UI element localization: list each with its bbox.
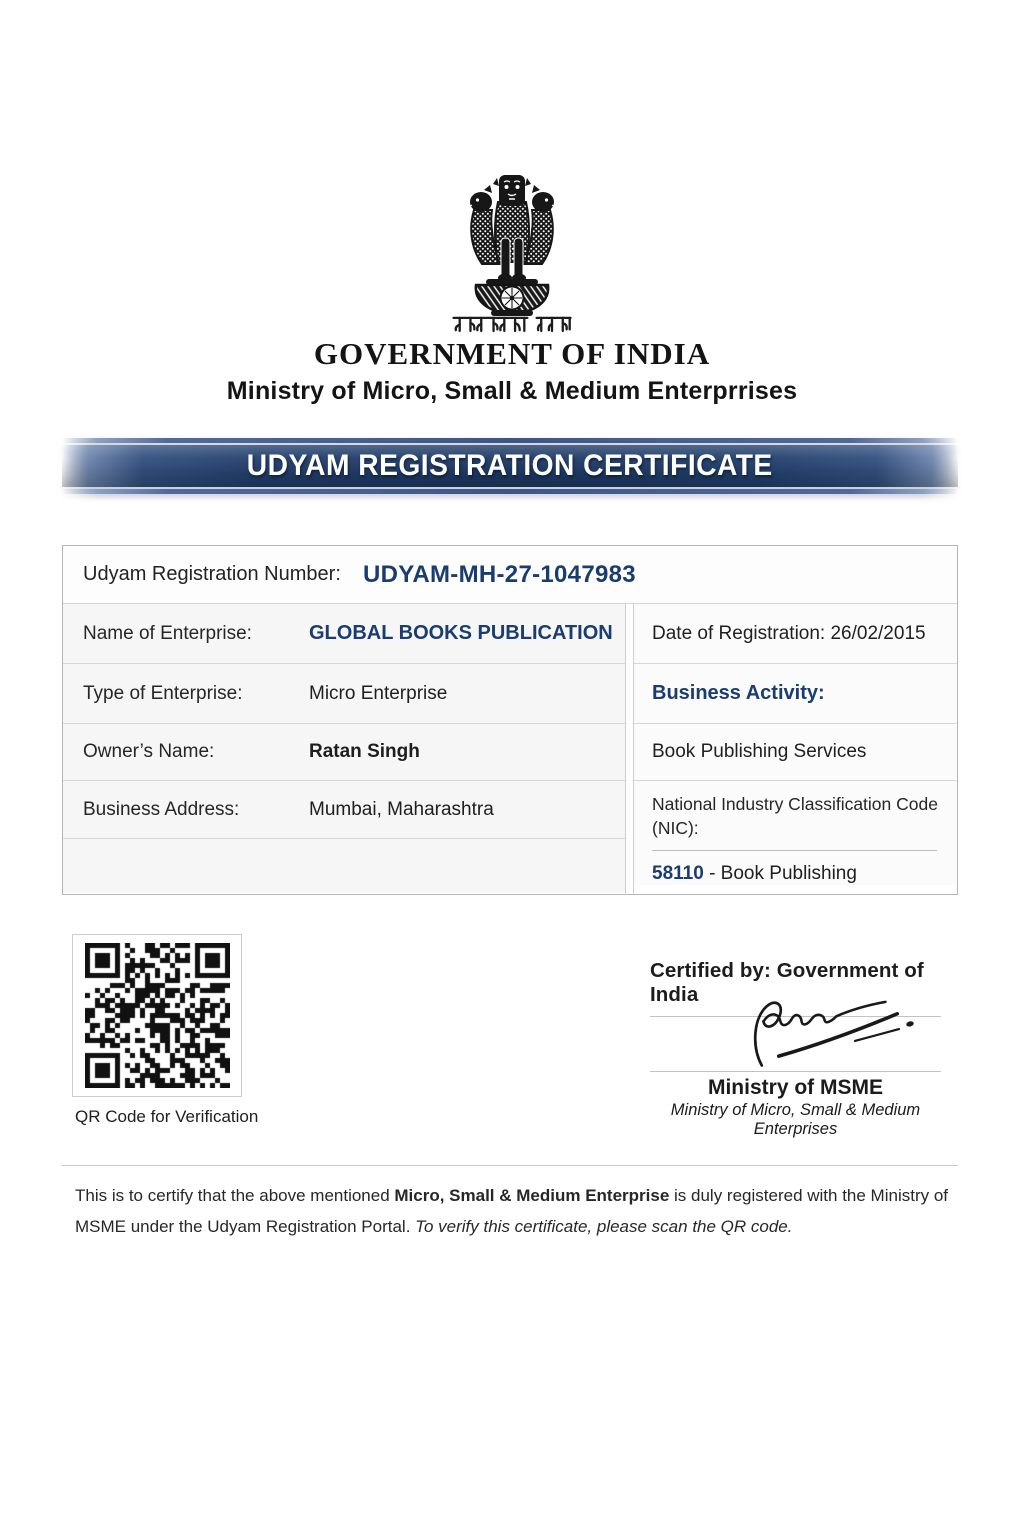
banner-main-bar xyxy=(62,445,958,487)
details-left-column xyxy=(63,604,626,895)
footer-text-part2: is duly registered with the Ministry of MSME under the Udyam Registration Portal. xyxy=(75,1186,949,1236)
state-emblem-of-india-icon xyxy=(463,170,561,316)
registration-date-value: 26/02/2015 xyxy=(830,622,926,644)
signature-container xyxy=(712,996,942,1073)
nic-code: 58110 xyxy=(652,863,704,885)
business-activity-label: Business Activity: xyxy=(652,682,825,704)
signature-baseline xyxy=(650,1071,941,1072)
urn-value: UDYAM-MH-27-1047983 xyxy=(363,560,636,588)
signatory-name: Ministry of MSME xyxy=(707,1076,883,1099)
signatory-subtitle: Ministry of Micro, Small & Medium Enterprises xyxy=(670,1101,921,1138)
row-business-address xyxy=(63,781,625,839)
ministry-subtitle: Ministry of Micro, Small & Medium Enterprrises xyxy=(226,377,798,405)
registration-date-label: Date of Registration: xyxy=(652,622,826,644)
business-address-value: Mumbai, Maharashtra xyxy=(309,798,494,820)
banner-title: UDYAM REGISTRATION CERTIFICATE xyxy=(247,449,773,482)
enterprise-name-label: Name of Enterprise: xyxy=(83,622,252,644)
qr-code-box xyxy=(72,934,242,1097)
registration-details-table xyxy=(62,545,958,895)
business-activity-value: Book Publishing Services xyxy=(652,741,867,762)
footer-text-part1: This is to certify that the above mentioned xyxy=(75,1186,395,1205)
owner-name-label: Owner’s Name: xyxy=(83,741,215,762)
urn-row xyxy=(63,546,957,604)
details-right-column xyxy=(633,604,957,895)
enterprise-type-value: Micro Enterprise xyxy=(309,682,448,704)
signature-icon xyxy=(712,996,942,1068)
footer-divider xyxy=(62,1165,958,1166)
nic-label: National Industry Classification Code (NIC): xyxy=(652,794,938,838)
row-business-activity-header xyxy=(634,664,957,724)
row-enterprise-type xyxy=(63,664,625,724)
urn-label: Udyam Registration Number: xyxy=(83,563,341,585)
nic-description: - Book Publishing xyxy=(703,863,857,885)
row-empty xyxy=(63,839,625,893)
row-owner-name xyxy=(63,724,625,781)
enterprise-name-value: GLOBAL BOOKS PUBLICATION xyxy=(309,622,613,644)
business-address-label: Business Address: xyxy=(83,798,240,820)
nic-divider xyxy=(652,850,937,851)
government-title: GOVERNMENT OF INDIA xyxy=(313,336,711,371)
qr-caption: QR Code for Verification xyxy=(75,1107,259,1126)
qr-code xyxy=(85,943,230,1088)
certified-by-line: Certified by: Government of India xyxy=(650,959,941,1017)
banner-top-strip xyxy=(62,438,958,443)
owner-name-value: Ratan Singh xyxy=(309,741,420,762)
certificate-banner xyxy=(62,438,958,494)
enterprise-type-label: Type of Enterprise: xyxy=(83,682,243,704)
footer-text-italic: To verify this certificate, please scan the QR code. xyxy=(415,1216,793,1236)
footer-certification-text xyxy=(75,1181,959,1242)
row-registration-date xyxy=(634,604,957,664)
nic-value-line xyxy=(652,863,943,885)
emblem-container xyxy=(0,170,1024,321)
row-business-activity-value xyxy=(634,724,957,781)
satyameva-jayate-motto xyxy=(449,314,575,334)
row-enterprise-name xyxy=(63,604,625,664)
banner-bottom-strip xyxy=(62,489,958,494)
footer-text-bold: Micro, Small & Medium Enterprise xyxy=(394,1186,670,1205)
nic-cell xyxy=(634,781,957,885)
